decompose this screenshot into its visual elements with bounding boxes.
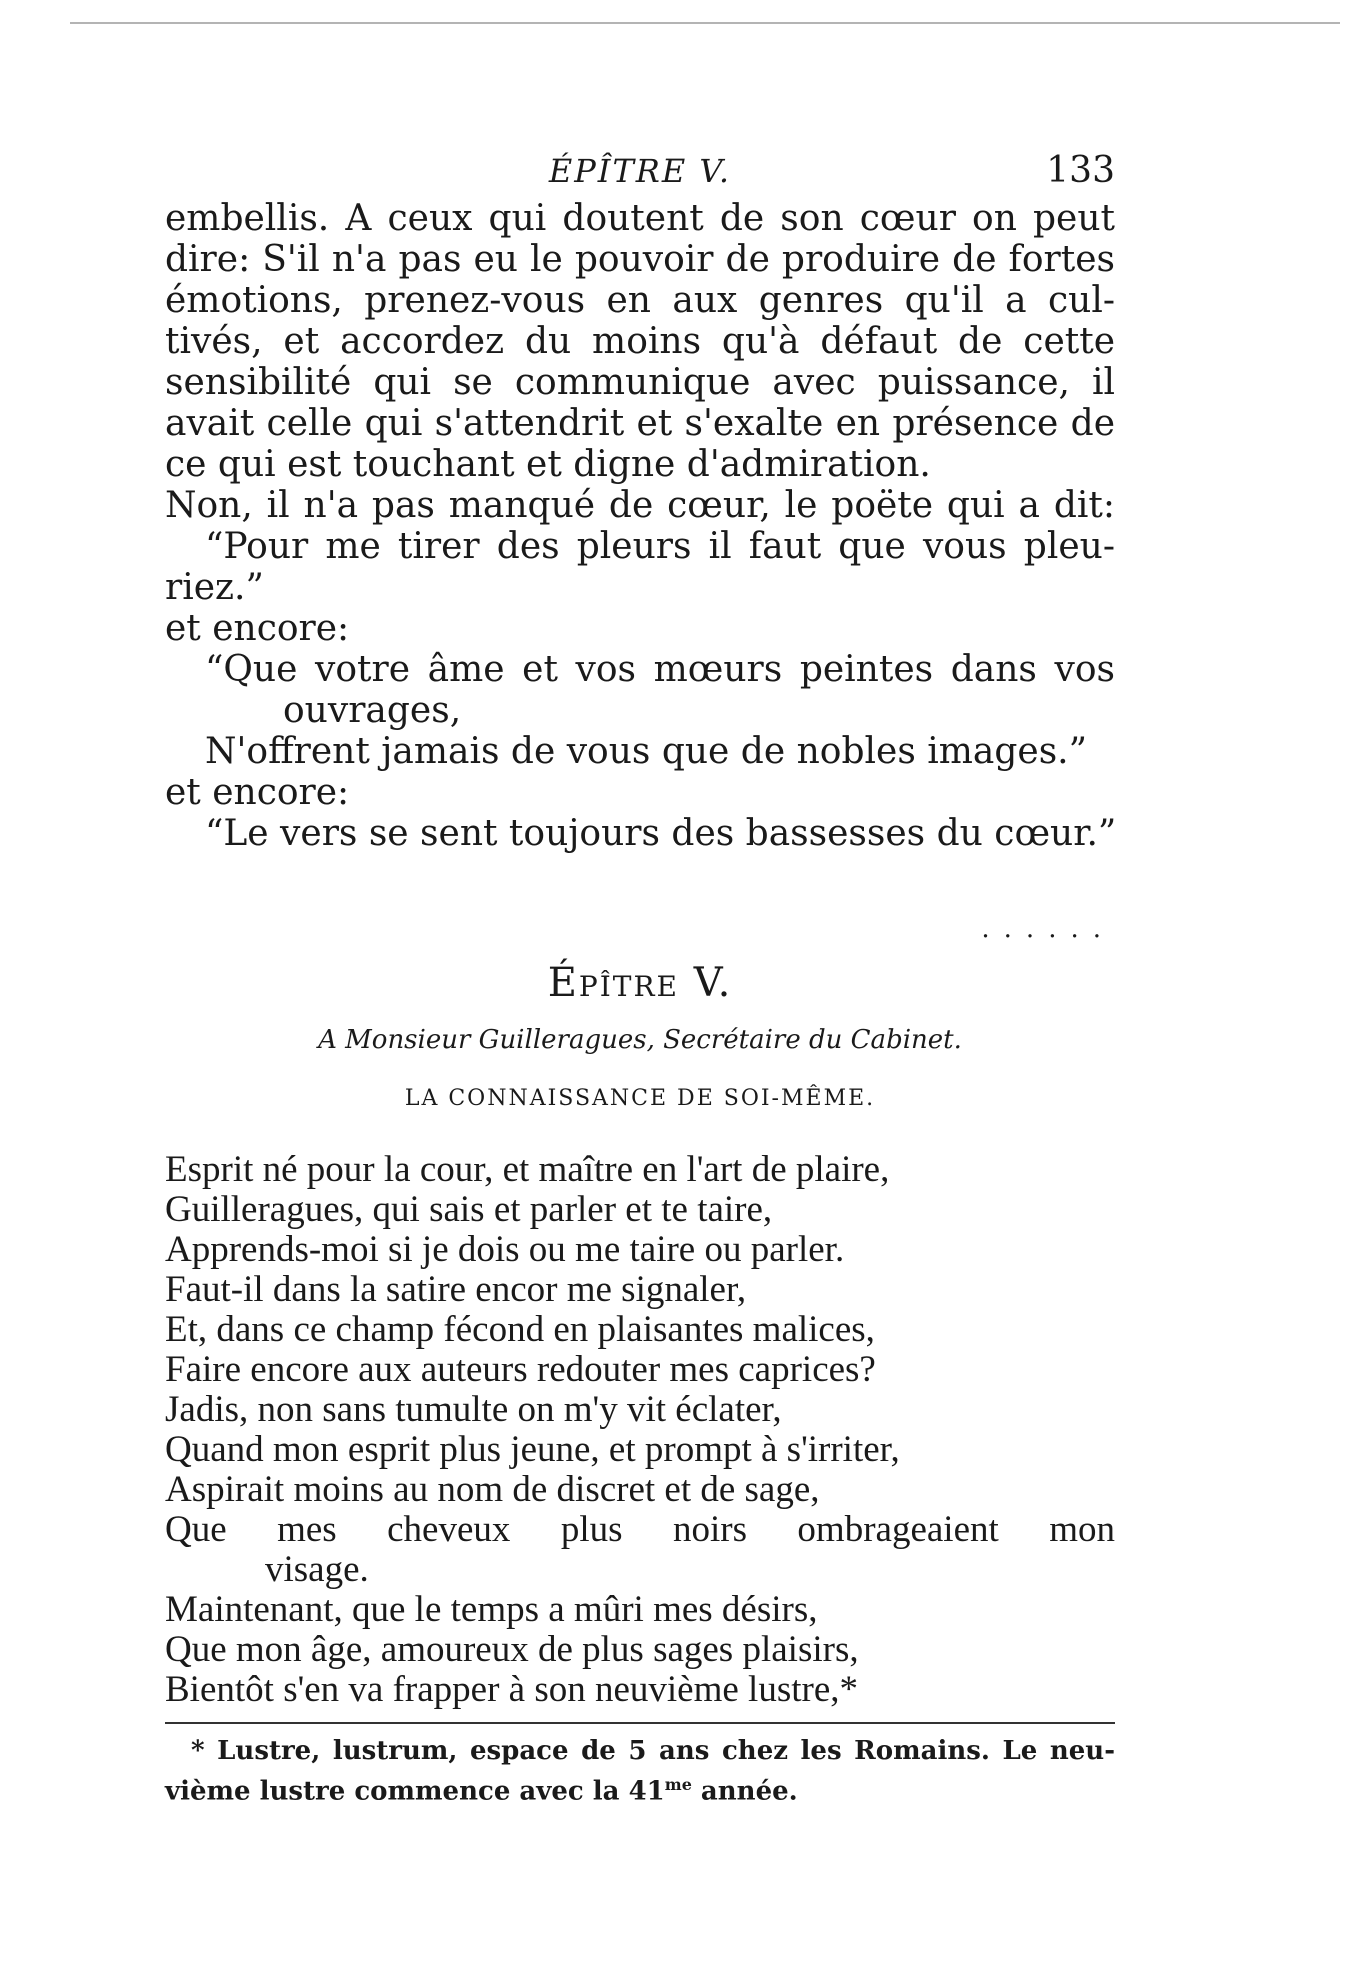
page-number: 133 [1046, 150, 1115, 191]
quote-line: “Pour me tirer des pleurs il faut que vous pleu- [205, 526, 1115, 567]
prose-line: dire: S'il n'a pas eu le pouvoir de produire de fortes [165, 239, 1115, 280]
prose-line: ce qui est touchant et digne d'admiration. [165, 444, 931, 485]
quote-line: ouvrages, [283, 690, 462, 731]
quote-line: “Que votre âme et vos mœurs peintes dans vos [205, 649, 1115, 690]
poem-line: Maintenant, que le temps a mûri mes désirs, [165, 1589, 818, 1630]
poem-line: Apprends-moi si je dois ou me taire ou parler. [165, 1229, 845, 1270]
quote-line: riez.” [165, 567, 264, 608]
footnote-rule [165, 1722, 1115, 1724]
prose-block [165, 198, 1115, 854]
prose-line: avait celle qui s'attendrit et s'exalte en présence de [165, 403, 1115, 444]
ellipsis-dots: ...... [981, 914, 1115, 944]
prose-line: et encore: [165, 772, 350, 813]
prose-line: Non, il n'a pas manqué de cœur, le poëte qui a dit: [165, 485, 1115, 526]
footnote-text: vième lustre commence avec la 41 [165, 1776, 665, 1807]
poem-line: Aspirait moins au nom de discret et de sage, [165, 1469, 820, 1510]
running-header [165, 148, 1115, 196]
poem-line: Faire encore aux auteurs redouter mes caprices? [165, 1349, 876, 1390]
poem-line: Faut-il dans la satire encor me signaler, [165, 1269, 747, 1310]
prose-line: sensibilité qui se communique avec puissance, il [165, 362, 1115, 403]
poem-line: Que mes cheveux plus noirs ombrageaient mon [165, 1509, 1115, 1550]
footnote-line: * Lustre, lustrum, espace de 5 ans chez les Romains. Le neu- [191, 1736, 1115, 1766]
poem-line: Et, dans ce champ fécond en plaisantes malices, [165, 1309, 875, 1350]
section-subtitle: LA CONNAISSANCE DE SOI-MÊME. [404, 1086, 876, 1111]
poem-line: Guilleragues, qui sais et parler et te taire, [165, 1189, 773, 1230]
prose-line: embellis. A ceux qui doutent de son cœur on peut [165, 198, 1115, 239]
prose-line: émotions, prenez-vous en aux genres qu'il a cul- [165, 280, 1115, 321]
poem-line: Que mon âge, amoureux de plus sages plaisirs, [165, 1629, 859, 1670]
prose-line: tivés, et accordez du moins qu'à défaut de cette [165, 321, 1115, 362]
prose-line: et encore: [165, 608, 350, 649]
quote-line: N'offrent jamais de vous que de nobles images.” [205, 731, 1088, 772]
quote-line: “Le vers se sent toujours des bassesses du cœur.” [205, 813, 1117, 854]
poem-line: Jadis, non sans tumulte on m'y vit éclater, [165, 1389, 782, 1430]
footnote-superscript: me [664, 1775, 692, 1794]
poem-line: Quand mon esprit plus jeune, et prompt à s'irriter, [165, 1429, 900, 1470]
poem-line: Bientôt s'en va frapper à son neuvième lustre,* [165, 1669, 859, 1710]
top-edge-rule [70, 22, 1340, 24]
footnote-text-end: année. [691, 1776, 798, 1807]
dedication: A Monsieur Guilleragues, Secrétaire du Cabinet. [318, 1025, 962, 1055]
footnote [165, 1735, 1115, 1809]
running-title: ÉPÎTRE V. [548, 152, 732, 190]
footnote-line [165, 1768, 1115, 1809]
poem-block [165, 1150, 1115, 1710]
poem-line: visage. [265, 1549, 369, 1590]
poem-line: Esprit né pour la cour, et maître en l'art de plaire, [165, 1149, 890, 1190]
section-title: Épître V. [547, 960, 733, 1006]
